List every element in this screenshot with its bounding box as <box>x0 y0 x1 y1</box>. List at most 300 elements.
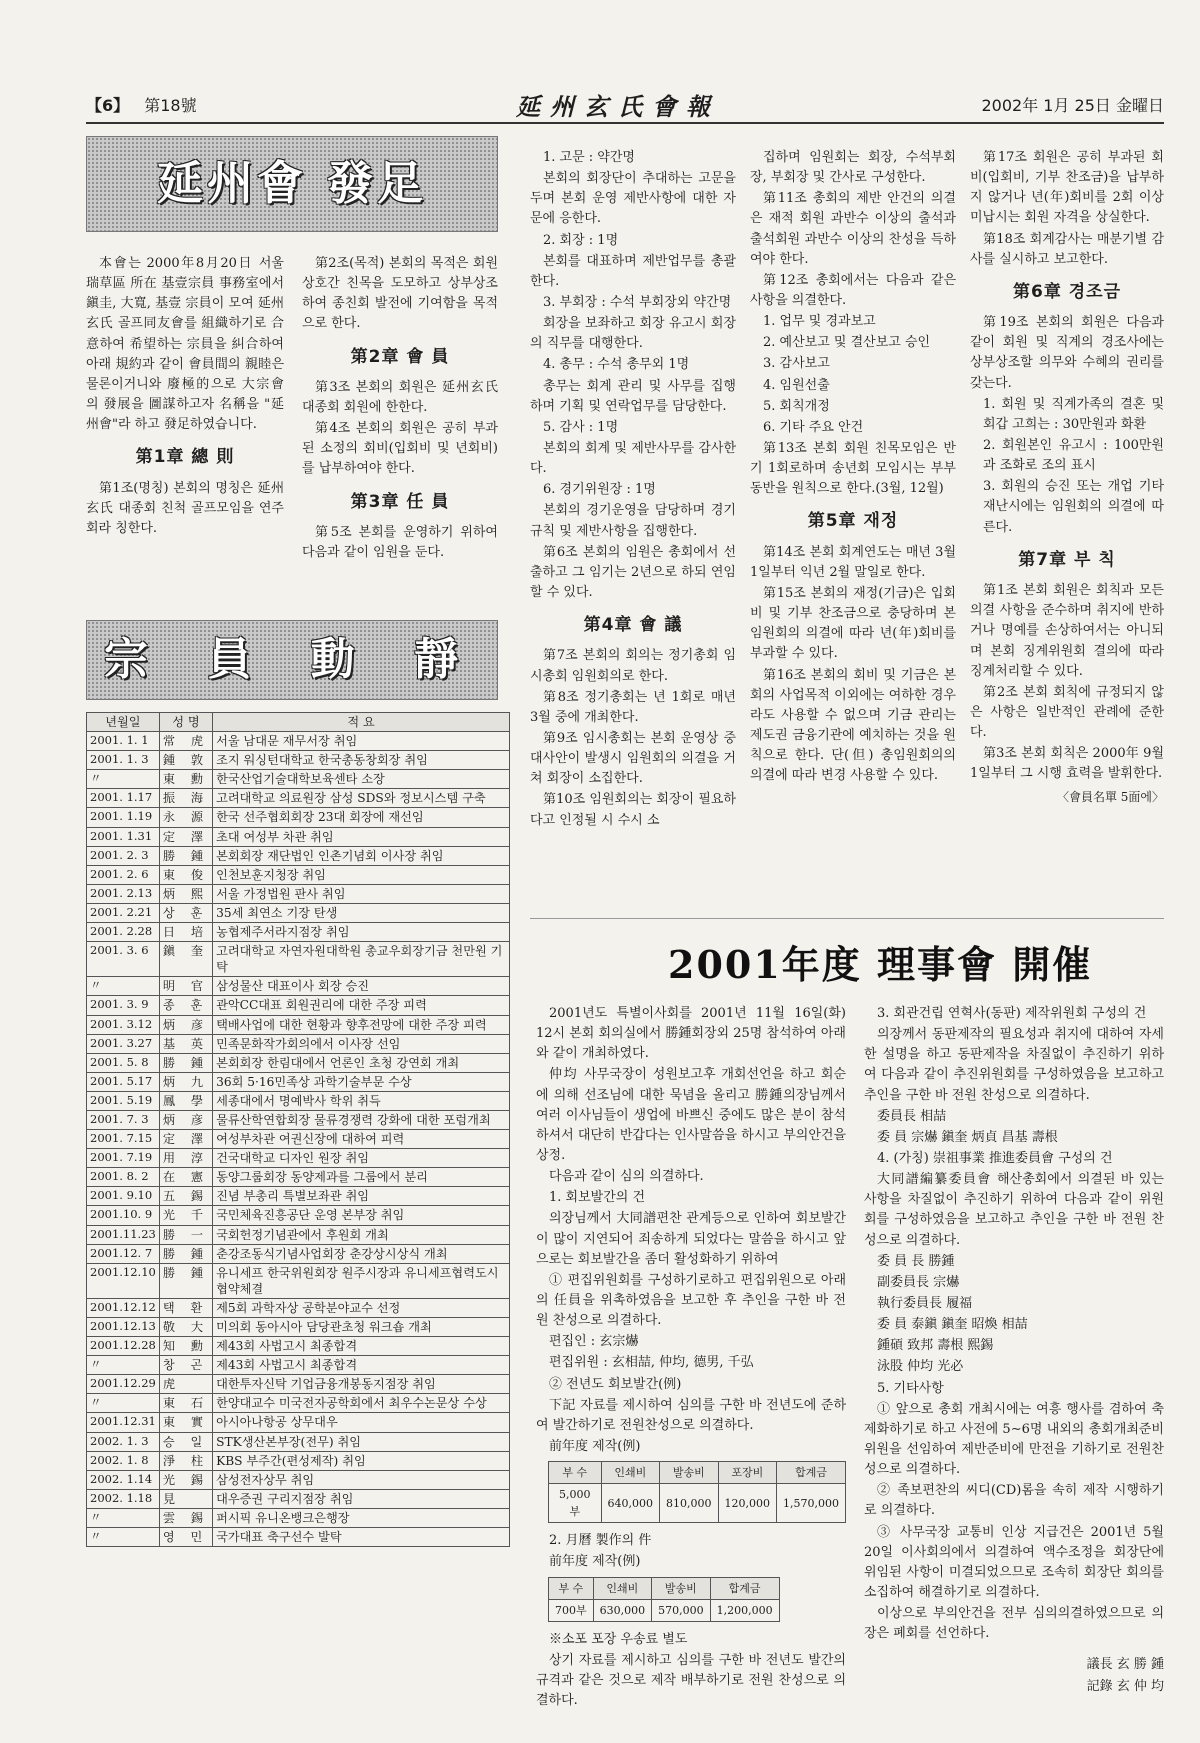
row-date: 2001.12. 7 <box>87 1244 160 1263</box>
row-summary: 민족문화작가회의에서 이사장 선임 <box>213 1034 510 1053</box>
table-row <box>87 1015 510 1034</box>
board-col-right <box>864 1004 1164 1726</box>
paragraph: 4. 임원선출 <box>763 377 830 393</box>
paragraph: 5. 회칙개정 <box>763 398 830 414</box>
row-summary: 제43회 사법고시 최종합격 <box>213 1356 510 1375</box>
row-date: 2001. 5.19 <box>87 1091 160 1110</box>
table-row <box>87 996 510 1015</box>
board-paragraph: 1. 회보발간의 건 <box>549 1190 646 1206</box>
officer-role: 1. 고문 : 약간명 <box>543 150 635 165</box>
row-summary: 제43회 사법고시 최종합격 <box>213 1337 510 1356</box>
dynamics-header-date: 년월일 <box>87 713 160 732</box>
officers-col <box>530 148 736 894</box>
table-row <box>87 1149 510 1168</box>
row-summary: 서울 남대문 재무서장 취임 <box>213 732 510 751</box>
row-summary: 춘강조동식기념사업회장 춘강상시상식 개최 <box>213 1244 510 1263</box>
cost-header-cell: 발송비 <box>652 1577 711 1599</box>
row-summary: 한국 선주협회회장 23대 회장에 재선임 <box>213 808 510 827</box>
table-row <box>87 1263 510 1298</box>
table-row <box>87 942 510 977</box>
cost-header-cell: 인쇄비 <box>601 1462 660 1484</box>
row-date: 2001.12.31 <box>87 1413 160 1432</box>
board-paragraph: 委 員 長 勝鍾 <box>877 1253 955 1269</box>
table-row <box>87 1206 510 1225</box>
paragraph: 3. 감사보고 <box>763 356 830 372</box>
board-paragraph: 4. (가칭) 崇祖事業 推進委員會 구성의 건 <box>877 1150 1113 1166</box>
row-summary: 물류산학연합회장 물류경쟁력 강화에 대한 포럼개최 <box>213 1110 510 1129</box>
board-left-part-3 <box>536 1630 846 1712</box>
row-date: 2001. 9.10 <box>87 1187 160 1206</box>
board-left-part-1 <box>536 1004 846 1457</box>
cost-header-cell: 합계금 <box>710 1577 779 1599</box>
calendar-cost-row <box>549 1599 780 1621</box>
table-row <box>87 977 510 996</box>
chapter-1-title: 第1章 總 則 <box>135 447 235 468</box>
paragraph: 第8조 정기총회는 년 1회로 매년 3월 중에 개최한다. <box>530 689 736 725</box>
cost-cell: 640,000 <box>601 1484 660 1523</box>
board-paragraph: 執行委員長 履福 <box>877 1295 973 1311</box>
cost-cell: 1,570,000 <box>777 1484 846 1523</box>
paragraph: 第10조 임원회의는 회장이 필요하다고 인정될 시 수시 소 <box>530 792 736 828</box>
paragraph: 집하며 임원회는 회장, 수석부회장, 부회장 및 간사로 구성한다. <box>750 150 956 186</box>
page-issue <box>86 94 197 119</box>
cost-cell: 810,000 <box>660 1484 719 1523</box>
row-summary: 동양그룹회장 동양제과를 그룹에서 분리 <box>213 1168 510 1187</box>
row-summary: 삼성물산 대표이사 회장 승진 <box>213 977 510 996</box>
meeting-signatures <box>864 1654 1164 1698</box>
row-name: 見 <box>159 1489 212 1508</box>
paragraph: 第15조 본회의 재정(기금)은 입회비 및 기부 찬조금으로 충당하며 본 임원회의 의결에 따라 년(年)회비를 부과할 수 있다. <box>750 586 956 662</box>
row-name: 상 훈 <box>159 903 212 922</box>
officer-duty: 본회의 회계 및 제반사무를 감사한다. <box>530 440 736 477</box>
table-row <box>87 808 510 827</box>
board-paragraph: 5. 기타사항 <box>877 1380 944 1396</box>
table-row <box>87 1375 510 1394</box>
row-name: 勝 鍾 <box>159 846 212 865</box>
table-row <box>87 751 510 770</box>
row-summary: 국민체육진흥공단 운영 본부장 취임 <box>213 1206 510 1225</box>
board-paragraph: 상기 자료를 제시하고 심의를 구한 바 전년도 발간의 규격과 같은 것으로 제작 배부하기로 전원 찬성으로 의결하다. <box>536 1652 846 1709</box>
officer-duty: 본회의 경기운영을 담당하며 경기 규칙 및 제반사항을 집행한다. <box>530 503 736 539</box>
row-summary: 한국산업기술대학보육센타 소장 <box>213 770 510 789</box>
cost-header-cell: 발송비 <box>660 1462 719 1484</box>
dynamics-header-row <box>87 713 510 732</box>
row-date: 2001. 7.15 <box>87 1130 160 1149</box>
dynamics-table <box>86 712 510 1547</box>
row-summary: 36회 5·16민족상 과학기술부문 수상 <box>213 1072 510 1091</box>
paragraph: 第7조 본회의 회의는 정기총회 임시총회 임원회의로 한다. <box>530 648 736 684</box>
newsletter-cost-header <box>549 1462 846 1484</box>
row-date: 〃 <box>87 1356 160 1375</box>
board-paragraph: ※소포 포장 우송료 별도 <box>549 1631 688 1647</box>
calendar-cost-table <box>548 1577 780 1622</box>
board-paragraph: 鍾碩 致邦 壽根 熙錫 <box>877 1338 994 1354</box>
table-row <box>87 1187 510 1206</box>
row-name: 定 澤 <box>159 1130 212 1149</box>
table-row <box>87 1244 510 1263</box>
row-summary: 진념 부총리 특별보좌관 취임 <box>213 1187 510 1206</box>
row-summary: 제5회 과학자상 공학분야교수 선정 <box>213 1298 510 1317</box>
paragraph: 2. 예산보고 및 결산보고 승인 <box>763 335 931 351</box>
table-row <box>87 827 510 846</box>
table-row <box>87 1508 510 1527</box>
article-5: 第5조 본회를 운영하기 위하여 다음과 같이 임원을 둔다. <box>302 524 498 561</box>
table-row <box>87 1470 510 1489</box>
row-name: 炳 彦 <box>159 1015 212 1034</box>
officer-duty: 본회의 회장단이 추대하는 고문을 두며 본회 운영 제반사항에 대한 자문에 응한다. <box>530 171 736 227</box>
row-name: 光 千 <box>159 1206 212 1225</box>
row-summary: 택배사업에 대한 현황과 향후전망에 대한 주장 피력 <box>213 1015 510 1034</box>
newsletter-cost-row <box>549 1484 846 1523</box>
table-row <box>87 903 510 922</box>
row-name: 鎭 奎 <box>159 942 212 977</box>
article-2: 第2조(목적) 본회의 목적은 회원 상호간 친목을 도모하고 상부상조하여 종친회 발전에 기여함을 목적으로 한다. <box>302 256 498 332</box>
row-name: 炳 彦 <box>159 1110 212 1129</box>
row-date: 2001. 2. 3 <box>87 846 160 865</box>
row-summary: 초대 여성부 차관 취임 <box>213 827 510 846</box>
board-paragraph: 前年度 제작(例) <box>549 1438 641 1454</box>
paragraph: 第14조 본회 회계연도는 매년 3월 1일부터 익년 2월 말일로 한다. <box>750 544 956 580</box>
row-summary: 건국대학교 디자인 원장 취임 <box>213 1149 510 1168</box>
cost-cell: 630,000 <box>593 1599 652 1621</box>
row-summary: 미의회 동아시아 담당관초청 워크숍 개최 <box>213 1318 510 1337</box>
row-date: 2001. 3.27 <box>87 1034 160 1053</box>
table-row <box>87 789 510 808</box>
row-name: 炳 九 <box>159 1072 212 1091</box>
article-1: 第1조(명칭) 본회의 명칭은 延州玄氏 대종회 친척 골프모임을 연주회라 칭한다. <box>86 480 284 536</box>
board-paragraph: 委 員 宗爀 鎭奎 炳貞 昌基 壽根 <box>877 1129 1058 1145</box>
row-date: 2001.10. 9 <box>87 1206 160 1225</box>
paragraph: 6. 기타 주요 안건 <box>763 419 864 435</box>
table-row <box>87 923 510 942</box>
row-summary: 조지 워싱턴대학교 한국총동창회장 취임 <box>213 751 510 770</box>
board-title: 2001年度 理事會 開催 <box>668 942 1093 987</box>
row-name: 鳳 學 <box>159 1091 212 1110</box>
row-date: 2001. 2. 6 <box>87 865 160 884</box>
board-divider <box>530 918 1164 919</box>
issue-date: 2002年 1月 25日 金曜日 <box>981 96 1164 115</box>
row-date: 2002. 1. 8 <box>87 1451 160 1470</box>
row-summary: 세종대에서 명예박사 학위 취득 <box>213 1091 510 1110</box>
board-paragraph: 副委員長 宗爀 <box>877 1274 960 1290</box>
rules-col-4 <box>970 148 1164 894</box>
col3-agenda-list <box>750 312 956 438</box>
cost-cell: 5,000부 <box>549 1484 602 1523</box>
row-date: 2001. 1. 1 <box>87 732 160 751</box>
row-name: 敬 大 <box>159 1318 212 1337</box>
officer-role: 3. 부회장 : 수석 부회장외 약간명 <box>543 294 732 310</box>
paragraph: 第2조 본회 회칙에 규정되지 않은 사항은 일반적인 관례에 준한다. <box>970 684 1164 741</box>
row-name: 勝 一 <box>159 1225 212 1244</box>
paragraph: 2. 회원본인 유고시 : 100만원과 조화로 조의 표시 <box>983 438 1164 474</box>
board-paragraph: 大同譜編纂委員會 해산총회에서 의결된 바 있는 사항을 차질없이 추진하기 위하여 다음과 같이 위원회를 구성하였음을 보고하고 추인을 구한 바 전원 찬성으로 의결하다. <box>864 1172 1164 1248</box>
table-row <box>87 1034 510 1053</box>
row-date: 2001. 5. 8 <box>87 1053 160 1072</box>
row-name: 雲 錫 <box>159 1508 212 1527</box>
row-name: 택 환 <box>159 1298 212 1317</box>
row-name: 知 勳 <box>159 1337 212 1356</box>
table-row <box>87 1451 510 1470</box>
foundation-col-2 <box>302 254 498 614</box>
row-name: 승 일 <box>159 1432 212 1451</box>
board-paragraph: 3. 회관건립 연혁사(동판) 제작위원회 구성의 건 <box>877 1006 1147 1021</box>
newsletter-cost-table <box>548 1461 846 1523</box>
row-date: 〃 <box>87 1394 160 1413</box>
row-summary: 35세 최연소 기장 탄생 <box>213 903 510 922</box>
paragraph: 1. 회원 및 직계가족의 결혼 및 회갑 고희는 : 30만원과 화환 <box>983 396 1164 432</box>
row-name: 종 훈 <box>159 996 212 1015</box>
cost-header-cell: 부 수 <box>549 1577 594 1599</box>
officer-role: 2. 회장 : 1명 <box>543 232 619 248</box>
col4-paragraphs <box>970 148 1164 270</box>
chapter-7-title: 第7章 부 칙 <box>1018 549 1116 570</box>
row-summary: 삼성전자상무 취임 <box>213 1470 510 1489</box>
table-row <box>87 884 510 903</box>
row-date: 2001.12.12 <box>87 1298 160 1317</box>
row-date: 2001. 5.17 <box>87 1072 160 1091</box>
cost-cell: 120,000 <box>718 1484 777 1523</box>
row-date: 2001.12.29 <box>87 1375 160 1394</box>
row-name: 振 海 <box>159 789 212 808</box>
row-summary: 고려대학교 의료원장 삼성 SDS와 정보시스템 구축 <box>213 789 510 808</box>
row-date: 2001.11.23 <box>87 1225 160 1244</box>
row-date: 2001. 2.21 <box>87 903 160 922</box>
board-paragraph: ① 편집위원회를 구성하기로하고 편집위원으로 아래의 任員을 위촉하였음을 보고한 후 추인을 구한 바 전원 찬성으로 의결하다. <box>536 1272 846 1329</box>
col3-paragraphs <box>750 148 956 311</box>
table-row <box>87 1432 510 1451</box>
board-paragraph: 편집인 : 玄宗爀 <box>549 1334 639 1350</box>
row-name: 基 英 <box>159 1034 212 1053</box>
table-row <box>87 1528 510 1547</box>
row-date: 2001. 8. 2 <box>87 1168 160 1187</box>
col4-condolence-list <box>970 395 1164 538</box>
foundation-col-1 <box>86 254 284 614</box>
board-paragraph: 前年度 제작(例) <box>549 1554 641 1570</box>
row-date: 2002. 1.14 <box>87 1470 160 1489</box>
dynamics-header-name: 성 명 <box>159 713 212 732</box>
officer-role: 6. 경기위원장 : 1명 <box>543 482 656 498</box>
board-paragraph: 이상으로 부의안건을 전부 심의의결하였으므로 의장은 폐회를 선언하다. <box>864 1606 1164 1642</box>
cost-cell: 700부 <box>549 1599 594 1621</box>
table-row <box>87 1394 510 1413</box>
row-name: 光 錫 <box>159 1470 212 1489</box>
row-date: 〃 <box>87 1508 160 1527</box>
row-name: 東 石 <box>159 1394 212 1413</box>
table-row <box>87 865 510 884</box>
chair-signature: 議長 玄 勝 鍾 <box>1086 1657 1164 1673</box>
row-name: 用 淳 <box>159 1149 212 1168</box>
row-summary: 한양대교수 미국전자공학회에서 최우수논문상 수상 <box>213 1394 510 1413</box>
board-paragraph: 다음과 같이 심의 의결하다. <box>549 1169 704 1185</box>
row-date: 2001.12.13 <box>87 1318 160 1337</box>
article-13: 第13조 본회 회원 친목모임은 반기 1회로하며 송년회 모임시는 부부동반을 원칙으로 한다.(3월, 12월) <box>750 440 956 497</box>
row-date: 2001. 1.19 <box>87 808 160 827</box>
table-row <box>87 1489 510 1508</box>
row-date: 2001. 7.19 <box>87 1149 160 1168</box>
row-summary: 퍼시픽 유니온뱅크은행장 <box>213 1508 510 1527</box>
officer-duty: 총무는 회계 관리 및 사무를 집행하며 기획 및 연락업무를 담당한다. <box>530 378 736 414</box>
board-paragraph: 편집위원 : 玄相喆, 仲均, 德男, 千弘 <box>549 1355 754 1371</box>
row-name: 勝 鍾 <box>159 1244 212 1263</box>
board-paragraph: 委 員 泰鎭 鎭奎 昭煥 相喆 <box>877 1317 1028 1333</box>
table-row <box>87 1110 510 1129</box>
row-summary: 아시아나항공 상무대우 <box>213 1413 510 1432</box>
paragraph: 3. 회원의 승진 또는 개업 기타 재난시에는 임원회의 의결에 따른다. <box>983 479 1164 535</box>
board-paragraph: ③ 사무국장 교통비 인상 지급건은 2001년 5월 20일 이사회의에서 의결하여 액수조정을 회장단에 위임된 사항이 미결되었으므로 조속히 회장단 회의를 소집하여 해결하기로 의결하다. <box>864 1524 1164 1600</box>
board-paragraph: 2. 月曆 製作의 件 <box>549 1533 652 1549</box>
row-name: 永 源 <box>159 808 212 827</box>
row-name: 定 澤 <box>159 827 212 846</box>
paragraph: 第11조 총회의 제반 안건의 의결은 재적 회원 과반수 이상의 출석과 출석회원 과반수 이상의 찬성을 득하여야 한다. <box>750 191 956 267</box>
dynamics-header-summary: 적 요 <box>213 713 510 732</box>
board-paragraph: 下記 자료를 제시하여 심의를 구한 바 전년도에 준하여 발간하기로 전원찬성으로 의결하다. <box>536 1397 846 1433</box>
table-row <box>87 1298 510 1317</box>
row-date: 〃 <box>87 977 160 996</box>
cost-header-cell: 인쇄비 <box>593 1577 652 1599</box>
dynamics-table-wrap <box>86 712 510 1722</box>
board-paragraph: ② 전년도 회보발간(例) <box>549 1376 682 1392</box>
row-name: 虎 <box>159 1375 212 1394</box>
row-date: 2001. 1. 3 <box>87 751 160 770</box>
row-date: 2001. 3. 6 <box>87 942 160 977</box>
chapter-3-title: 第3章 任 員 <box>350 491 450 512</box>
page-number: 【6】 <box>86 96 130 115</box>
row-name: 鍾 敦 <box>159 751 212 770</box>
table-row <box>87 1356 510 1375</box>
board-paragraph: ② 족보편찬의 씨디(CD)롬을 속히 제작 시행하기로 의결하다. <box>864 1483 1164 1519</box>
row-summary: 인천보훈지청장 취임 <box>213 865 510 884</box>
table-row <box>87 1337 510 1356</box>
paragraph: 1. 업무 및 경과보고 <box>763 314 876 330</box>
board-paragraph: 의장님께서 大同譜편찬 관계등으로 인하여 회보발간이 많이 지연되어 죄송하게 되었다는 말씀을 하시고 앞으로는 회보발간을 좀더 활성화하기 위하여 <box>536 1211 846 1267</box>
row-name: 창 곤 <box>159 1356 212 1375</box>
table-row <box>87 770 510 789</box>
cost-header-cell: 부 수 <box>549 1462 602 1484</box>
row-name: 영 민 <box>159 1528 212 1547</box>
table-row <box>87 1053 510 1072</box>
row-summary: 대우증권 구리지점장 취임 <box>213 1489 510 1508</box>
table-row <box>87 1225 510 1244</box>
officers-list <box>530 148 736 603</box>
officer-role: 5. 감사 : 1명 <box>543 419 619 435</box>
row-summary: 대한투자신탁 기업금융개봉동지점장 취임 <box>213 1375 510 1394</box>
article-4: 第4조 본회의 회원은 공히 부과된 소정의 회비(입회비 및 년회비)를 납부하여야 한다. <box>302 421 498 477</box>
row-name: 淨 柱 <box>159 1451 212 1470</box>
col4-supplementary-paragraphs <box>970 581 1164 784</box>
paragraph: 第17조 회원은 공히 부과된 회비(입회비, 기부 찬조금)을 납부하지 않거나 년(年)회비를 2회 이상 미납시는 회원 자격을 상실한다. <box>970 150 1164 226</box>
foundation-intro: 本會는 2000年8月20日 서울 瑞草區 所在 基壹宗員 事務室에서 鎭圭, 大寬, 基壹 宗員이 모여 延州玄氏 골프同友會를 組織하기로 合意하여 希望하는 宗員을 糾合하여 아래 規約과 같이 會員間의 親睦은 물론이거니와 廢極的으로 大宗會의 發展을 圖謀하고자 名稱을 "延州會"라 하고 發足하였습니다. <box>86 256 284 433</box>
paragraph: 第16조 본회의 회비 및 기금은 본회의 사업목적 이외에는 여하한 경우라도 사용할 수 없으며 기금 관리는 제도권 금융기관에 예치하는 것을 원칙으로 한다. 단(但) 총임원회의의 의결에 따라 변경 사용할 수 있다. <box>750 667 956 784</box>
board-paragraph: 委員長 相喆 <box>877 1108 947 1124</box>
officer-duty: 第6조 본회의 임원은 총회에서 선출하고 그 임기는 2년으로 하되 연임할 수 있다. <box>530 544 736 600</box>
officer-duty: 회장을 보좌하고 회장 유고시 회장의 직무를 대행한다. <box>530 316 736 352</box>
row-name: 日 培 <box>159 923 212 942</box>
cost-header-cell: 포장비 <box>718 1462 777 1484</box>
row-name: 炳 熙 <box>159 884 212 903</box>
officer-duty: 본회를 대표하며 제반업무를 총괄한다. <box>530 253 736 289</box>
board-paragraph: 仲均 사무국장이 성원보고후 개회선언을 하고 회순에 의해 선조님에 대한 묵념을 올리고 勝鍾의장님께서 여러 이사님들이 생업에 바쁘신 중에도 많은 분이 참석하셔서 대단히 반갑다는 인사말씀을 하시고 부의안건을 상정. <box>536 1067 846 1163</box>
row-date: 2001. 3. 9 <box>87 996 160 1015</box>
row-summary: 국회헌정기념관에서 후원회 개최 <box>213 1225 510 1244</box>
cost-cell: 570,000 <box>652 1599 711 1621</box>
table-row <box>87 1168 510 1187</box>
board-paragraph: 의장께서 동판제작의 필요성과 취지에 대하여 자세한 설명을 하고 동판제작을 차질없이 추진하기 위하여 다음과 같이 추진위원회를 구성하였음을 보고하고 추인을 구한 바 전원 찬성으로 의결하다. <box>864 1027 1164 1103</box>
chapter-5-title: 第5章 재정 <box>807 511 899 532</box>
paragraph: 第1조 본회 회원은 회칙과 모든 의결 사항을 준수하며 취지에 반하거나 명예를 손상하여서는 아니되며 본회 징계위원회 결의에 따라 징계처리할 수 있다. <box>970 583 1164 679</box>
article-3: 第3조 본회의 회원은 延州玄氏 대종회 회원에 한한다. <box>302 379 498 416</box>
row-summary: 관악CC대표 회원권리에 대한 주장 피력 <box>213 996 510 1015</box>
row-name: 在 憲 <box>159 1168 212 1187</box>
chapter-4-title: 第4章 會 議 <box>583 615 683 636</box>
board-paragraph: 2001년도 특별이사회를 2001년 11월 16일(화) 12시 본회 회의실에서 勝鍾회장외 25명 참석하여 아래와 같이 개최하였다. <box>536 1006 846 1062</box>
table-row <box>87 1130 510 1149</box>
row-summary: 유니세프 한국위원회장 원주시장과 유니세프협력도시 협약체결 <box>213 1263 510 1298</box>
table-row <box>87 1072 510 1091</box>
row-summary: 국가대표 축구선수 발탁 <box>213 1528 510 1547</box>
row-name: 東 實 <box>159 1413 212 1432</box>
page-header <box>86 88 1164 124</box>
row-date: 2001. 1.31 <box>87 827 160 846</box>
row-date: 2002. 1. 3 <box>87 1432 160 1451</box>
row-date: 2001. 3.12 <box>87 1015 160 1034</box>
row-name: 勝 鍾 <box>159 1263 212 1298</box>
table-row <box>87 1091 510 1110</box>
row-name: 東 勳 <box>159 770 212 789</box>
row-summary: 여성부차관 여권신장에 대하여 피력 <box>213 1130 510 1149</box>
col3-finance-paragraphs <box>750 543 956 787</box>
row-date: 2001.12.10 <box>87 1263 160 1298</box>
chapter-2-title: 第2章 會 員 <box>350 346 450 367</box>
row-name: 明 官 <box>159 977 212 996</box>
row-date: 2002. 1.18 <box>87 1489 160 1508</box>
paragraph: 第9조 임시총회는 본회 운영상 중대사안이 발생시 임원회의 의결을 거쳐 회장이 소집한다. <box>530 731 736 787</box>
board-left-part-2 <box>536 1531 846 1572</box>
row-summary: 본회회장 재단법인 인촌기념회 이사장 취임 <box>213 846 510 865</box>
paper-name: 延州玄氏會報 <box>516 92 720 121</box>
row-date: 2001. 1.17 <box>87 789 160 808</box>
issue-number: 第18號 <box>144 96 197 115</box>
table-row <box>87 732 510 751</box>
table-row <box>87 846 510 865</box>
row-name: 勝 鍾 <box>159 1053 212 1072</box>
row-summary: 서울 가정법원 판사 취임 <box>213 884 510 903</box>
board-col-left <box>536 1004 846 1726</box>
cost-cell: 1,200,000 <box>710 1599 779 1621</box>
officer-role: 4. 총무 : 수석 총무외 1명 <box>543 357 690 373</box>
row-summary: 고려대학교 자연자원대학원 총교우회장기금 천만원 기탁 <box>213 942 510 977</box>
cost-header-cell: 합계금 <box>777 1462 846 1484</box>
chapter-6-title: 第6章 경조금 <box>1012 281 1121 302</box>
foundation-title: 延州會 發足 <box>86 136 498 232</box>
table-row <box>87 1318 510 1337</box>
dynamics-table-body <box>87 732 510 1547</box>
board-right-body <box>864 1004 1164 1644</box>
row-name: 東 俊 <box>159 865 212 884</box>
paragraph: 第3조 본회 회칙은 2000年 9월 1일부터 그 시행 효력을 발휘한다. <box>970 746 1164 782</box>
member-list-note: 〈會員名單 5面에〉 <box>1056 790 1164 805</box>
article-19: 第19조 본회의 회원은 다음과 같이 회원 및 직계의 경조사에는 상부상조할 의무와 수혜의 권리를 갖는다. <box>970 315 1164 391</box>
dynamics-title: 宗 員 動 靜 <box>86 620 498 700</box>
table-row <box>87 1413 510 1432</box>
board-paragraph: ① 앞으로 총회 개최시에는 여흥 행사를 겸하여 축제화하기로 하고 사전에 5∼6명 내외의 총회개최준비위원을 선임하여 제반준비에 만전을 기하기로 전원찬성으로 의결하다. <box>864 1401 1164 1478</box>
row-date: 〃 <box>87 1528 160 1547</box>
row-date: 2001. 2.13 <box>87 884 160 903</box>
recorder-signature: 記錄 玄 仲 均 <box>1086 1679 1164 1695</box>
row-summary: STK생산본부장(전무) 취임 <box>213 1432 510 1451</box>
row-summary: 농협제주서라지점장 취임 <box>213 923 510 942</box>
row-summary: 본회회장 한림대에서 언론인 초청 강연회 개최 <box>213 1053 510 1072</box>
row-date: 2001.12.28 <box>87 1337 160 1356</box>
